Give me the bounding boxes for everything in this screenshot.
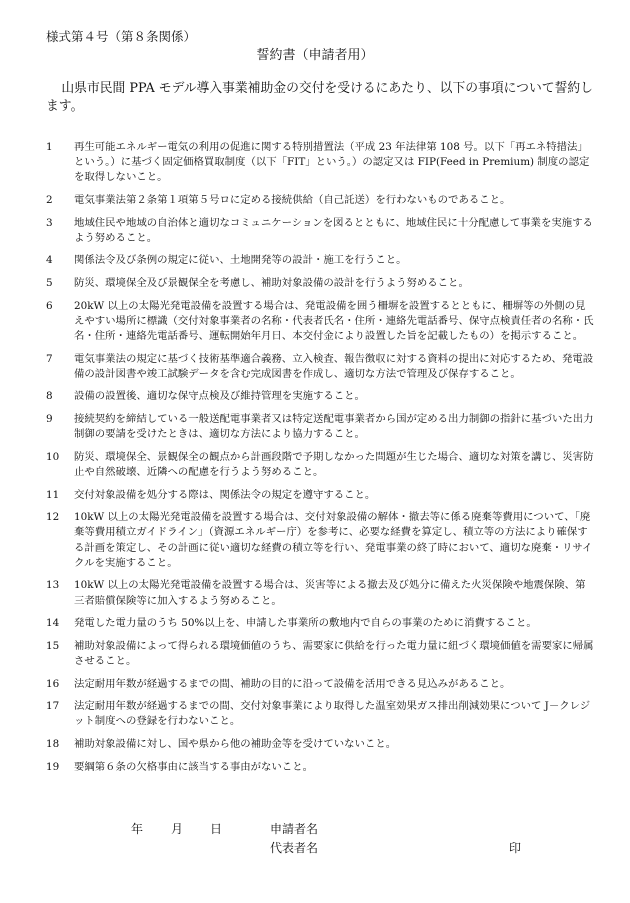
clause-text: 電気事業法第２条第１項第５号ロに定める接続供給（自己託送）を行わないものであること。 xyxy=(74,194,511,206)
clause-text: 関係法令及び条例の規定に従い、土地開発等の設計・施工を行うこと。 xyxy=(74,254,407,267)
clause-number: 7 xyxy=(46,352,53,365)
clause-text: 補助対象設備に対し、国や県から他の補助金等を受けていないこと。 xyxy=(74,737,397,750)
clause-number: 14 xyxy=(46,617,60,630)
clause-item xyxy=(46,389,594,404)
clause-text: 法定耐用年数が経過するまでの間、交付対象事業により取得した温室効果ガス排出削減効果について J－クレジット制度への登録を行わないこと。 xyxy=(74,700,591,728)
clause-text: 交付対象設備を処分する際は、関係法令の規定を遵守すること。 xyxy=(74,488,376,501)
clause-number: 13 xyxy=(46,579,60,592)
clause-number: 17 xyxy=(46,700,60,713)
clause-item xyxy=(46,677,594,692)
clause-item xyxy=(46,253,594,268)
clause-number: 12 xyxy=(46,511,60,524)
clause-number: 15 xyxy=(46,639,60,652)
clause-text: 再生可能エネルギー電気の利用の促進に関する特別措置法（平成 23 年法律第 108 号。以下「再エネ特措法」という。）に基づく固定価格買取制度（以下「FIT」という。）の認定又は FIP(Feed in Premium) 制度の認定を取得しないこと。 xyxy=(74,141,590,184)
clause-number: 1 xyxy=(46,141,53,153)
clause-number: 3 xyxy=(46,216,53,229)
clause-item xyxy=(46,488,594,503)
clause-number: 19 xyxy=(46,760,60,773)
clause-item xyxy=(46,140,594,186)
clause-number: 16 xyxy=(46,677,60,690)
clause-item xyxy=(46,352,594,382)
clause-text: 10kW 以上の太陽光発電設備を設置する場合は、災害等による撤去及び処分に備えた火災保険や地震保険、第三者賠償保険等に加入するよう努めること。 xyxy=(74,579,586,607)
seal-mark: 印 xyxy=(509,841,522,855)
clause-number: 10 xyxy=(46,450,60,463)
clause-item xyxy=(46,299,594,345)
clause-text: 10kW 以上の太陽光発電設備を設置する場合は、交付対象設備の解体・撤去等に係る廃棄等費用について、「廃棄等費用積立ガイドライン」（資源エネルギー庁）を参考に、必要な経費を算定し、積立等の方法により確保する計画を策定し、その計画に従い適切な経費の積立等を行い、発電事業の終了時において、適切な廃棄・リサイクルを実施すること。 xyxy=(74,511,593,569)
clause-item xyxy=(46,737,594,752)
clause-text: 発電した電力量のうち 50%以上を、申請した事業所の敷地内で自らの事業のために消費すること。 xyxy=(74,617,537,630)
clause-text: 補助対象設備によって得られる環境価値のうち、需要家に供給を行った電力量に紐づく環境価値を需要家に帰属させること。 xyxy=(74,639,594,667)
applicant-name-label: 申請者名 xyxy=(270,822,319,836)
clause-text: 設備の設置後、適切な保守点検及び維持管理を実施すること。 xyxy=(74,390,365,403)
clause-number: 5 xyxy=(46,276,53,289)
clause-number: 6 xyxy=(46,299,53,312)
clause-text: 電気事業法の規定に基づく技術基準適合義務、立入検査、報告徴収に対する資料の提出に対応するため、発電設備の設計図書や竣工試験データを含む完成図書を作成し、適切な方法で管理及び保存すること。 xyxy=(74,352,594,380)
clause-item xyxy=(46,510,594,571)
document-title: 誓約書（申請者用） xyxy=(256,48,374,63)
clause-number: 2 xyxy=(46,194,53,206)
clause-list xyxy=(46,140,594,782)
date-month-label: 月 xyxy=(171,822,184,836)
clause-text: 20kW 以上の太陽光発電設備を設置する場合は、発電設備を囲う柵塀を設置するとともに、柵塀等の外側の見えやすい場所に標識（交付対象事業者の名称・代表者氏名・住所・連絡先電話番号、保守点検責任者の名称・氏名・住所・連絡先電話番号、運転開始年月日、本交付金により設置した旨を記載したもの）を掲示すること。 xyxy=(74,299,594,342)
clause-text: 接続契約を締結している一般送配電事業者又は特定送配電事業者から国が定める出力制御の指針に基づいた出力制御の要請を受けたときは、適切な方法により協力すること。 xyxy=(74,412,594,441)
clause-number: 11 xyxy=(46,488,60,501)
clause-text: 法定耐用年数が経過するまでの間、補助の目的に沿って設備を活用できる見込みがあること。 xyxy=(74,677,511,690)
clause-item xyxy=(46,639,594,669)
clause-item xyxy=(46,616,594,631)
intro-paragraph: 山県市民間 PPA モデル導入事業補助金の交付を受けるにあたり、以下の事項について誓約します。 xyxy=(46,81,593,114)
clause-number: 8 xyxy=(46,390,53,403)
clause-text: 防災、環境保全、景観保全の観点から計画段階で予期しなかった問題が生じた場合、適切な対策を講じ、災害防止や自然破壊、近隣への配慮を行うよう努めること。 xyxy=(74,450,594,478)
clause-item xyxy=(46,760,594,775)
representative-name-label: 代表者名 xyxy=(270,841,319,855)
clause-item xyxy=(46,578,594,608)
form-number: 様式第４号（第８条関係） xyxy=(46,29,197,44)
clause-item xyxy=(46,193,594,208)
clause-text: 要綱第６条の欠格事由に該当する事由がないこと。 xyxy=(74,760,313,773)
date-year-label: 年 xyxy=(131,822,144,836)
clause-number: 9 xyxy=(46,412,53,425)
clause-number: 4 xyxy=(46,254,53,267)
clause-item xyxy=(46,216,594,246)
clause-item xyxy=(46,276,594,291)
clause-text: 防災、環境保全及び景観保全を考慮し、補助対象設備の設計を行うよう努めること。 xyxy=(74,276,469,289)
clause-text: 地域住民や地域の自治体と適切なコミュニケーションを図るとともに、地域住民に十分配慮して事業を実施するよう努めること。 xyxy=(74,216,593,244)
clause-item xyxy=(46,450,594,480)
clause-item xyxy=(46,412,594,442)
date-day-label: 日 xyxy=(210,822,223,836)
clause-number: 18 xyxy=(46,737,60,750)
clause-item xyxy=(46,699,594,729)
